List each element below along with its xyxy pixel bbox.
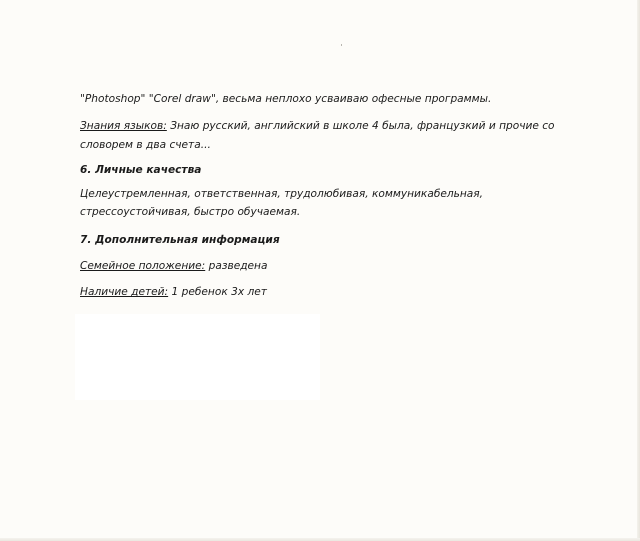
marital-status-value: разведена [205,260,268,272]
section-6-heading: 6. Личные качества [80,164,202,176]
languages-text: Знаю русский, английский в школе 4 была, французкий и прочие со [166,120,555,132]
children-value: 1 ребенок 3х лет [168,286,267,298]
personal-qualities-line-2: стрессоустойчивая, быстро обучаемая. [80,206,301,218]
languages-line [80,119,555,133]
software-skills-line: "Photoshop" "Corel draw", весьма неплохо усваиваю офесные программы. [80,93,492,105]
scan-speck [341,44,342,46]
section-7-heading: 7. Дополнительная информация [80,234,280,246]
children-line [80,285,267,299]
personal-qualities-line-1: Целеустремленная, ответственная, трудолюбивая, коммуникабельная, [80,188,484,200]
languages-line-2: словорем в два счета... [80,139,211,151]
redacted-area [75,314,320,400]
children-label: Наличие детей: [80,286,169,298]
languages-label: Знания языков: [80,120,167,132]
marital-status-line [80,259,267,273]
marital-status-label: Семейное положение: [80,260,206,272]
